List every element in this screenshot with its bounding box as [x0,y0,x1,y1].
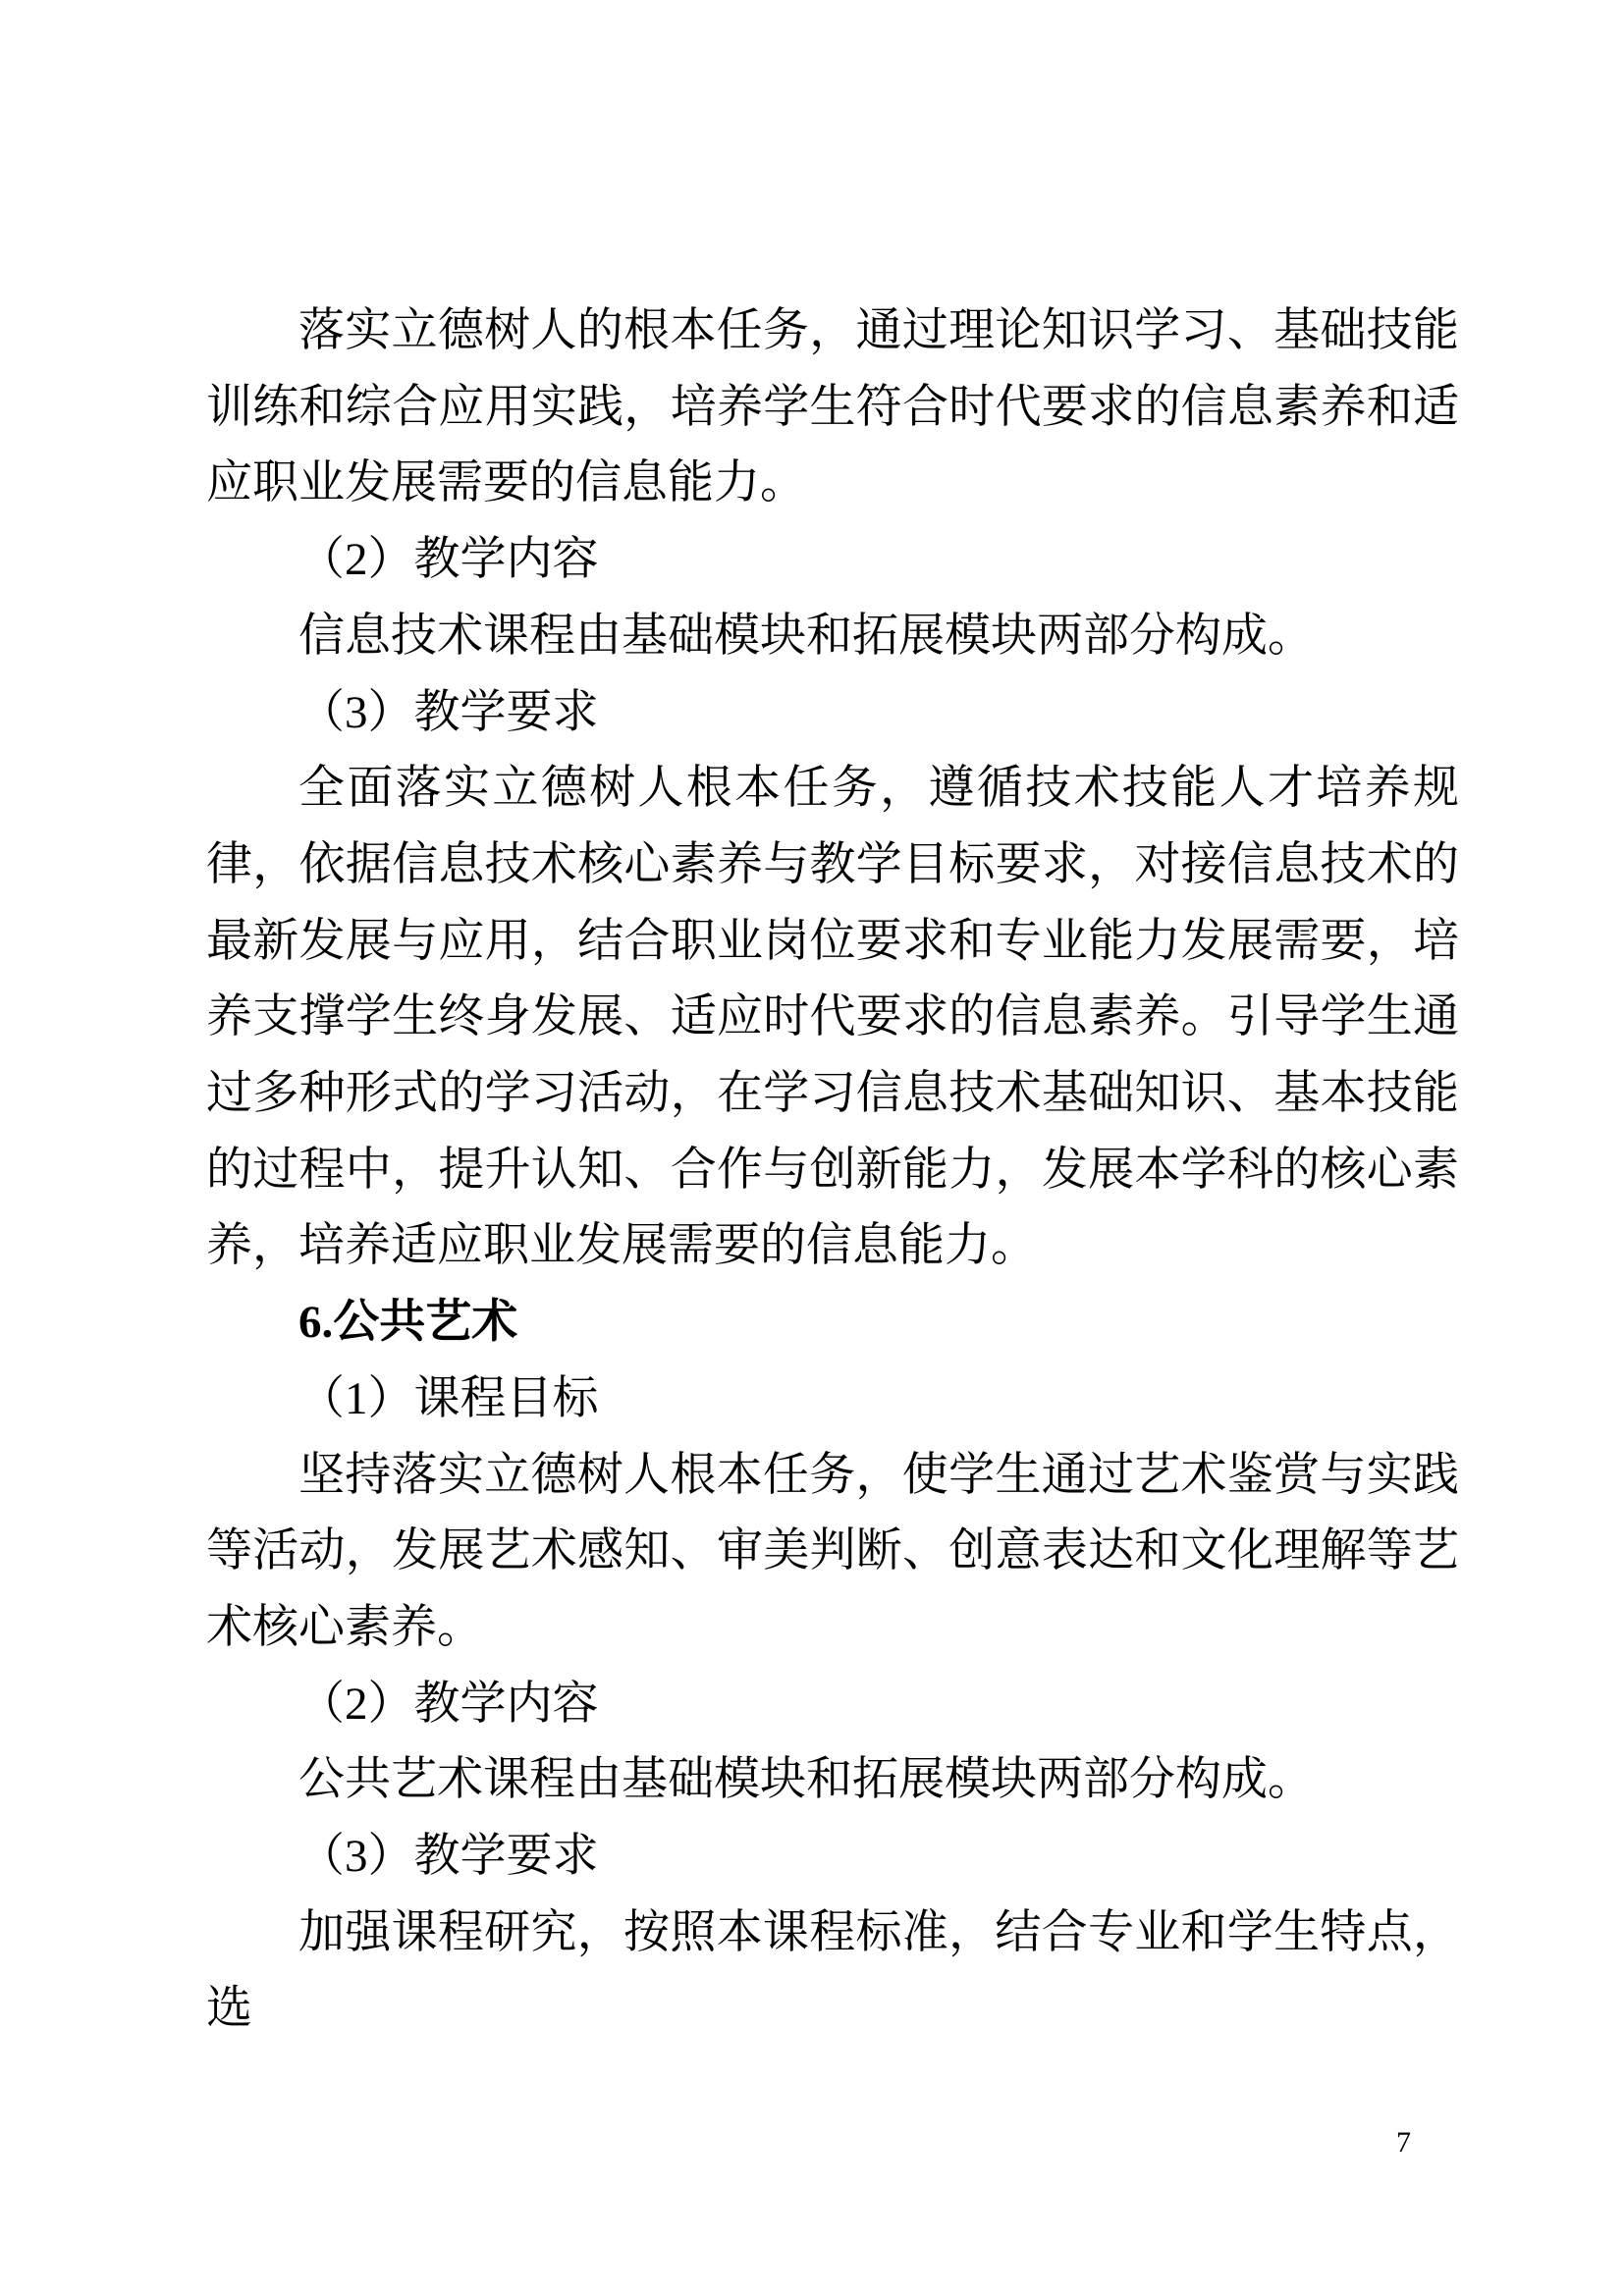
paragraph: 落实立德树人的根本任务，通过理论知识学习、基础技能训练和综合应用实践，培养学生符合时代要求的信息素养和适应职业发展需要的信息能力。 [206,305,1459,509]
page-number: 7 [1396,2126,1411,2159]
paragraph: 坚持落实立德树人根本任务，使学生通过艺术鉴赏与实践等活动，发展艺术感知、审美判断、创意表达和文化理解等艺术核心素养。 [206,1449,1459,1653]
paragraph: 公共艺术课程由基础模块和拓展模块两部分构成。 [298,1754,1314,1806]
paragraph: （2）教学内容 [298,1678,599,1730]
paragraph: （1）课程目标 [298,1372,599,1424]
paragraph: 全面落实立德树人根本任务，遵循技术技能人才培养规律，依据信息技术核心素养与教学目标要求，对接信息技术的最新发展与应用，结合职业岗位要求和专业能力发展需要，培养支撑学生终身发展、适应时代要求的信息素养。引导学生通过多种形式的学习活动，在学习信息技术基础知识、基本技能的过程中，提升认知、合作与创新能力，发展本学科的核心素养，培养适应职业发展需要的信息能力。 [206,763,1459,1272]
section-heading: 6.公共艺术 [298,1297,518,1349]
document-body [206,294,1459,2048]
paragraph: 信息技术课程由基础模块和拓展模块两部分构成。 [298,610,1314,662]
paragraph: （3）教学要求 [298,1831,599,1883]
paragraph: （3）教学要求 [298,686,599,738]
paragraph: 加强课程研究，按照本课程标准，结合专业和学生特点，选 [206,1906,1459,2035]
paragraph: （2）教学内容 [298,534,599,586]
